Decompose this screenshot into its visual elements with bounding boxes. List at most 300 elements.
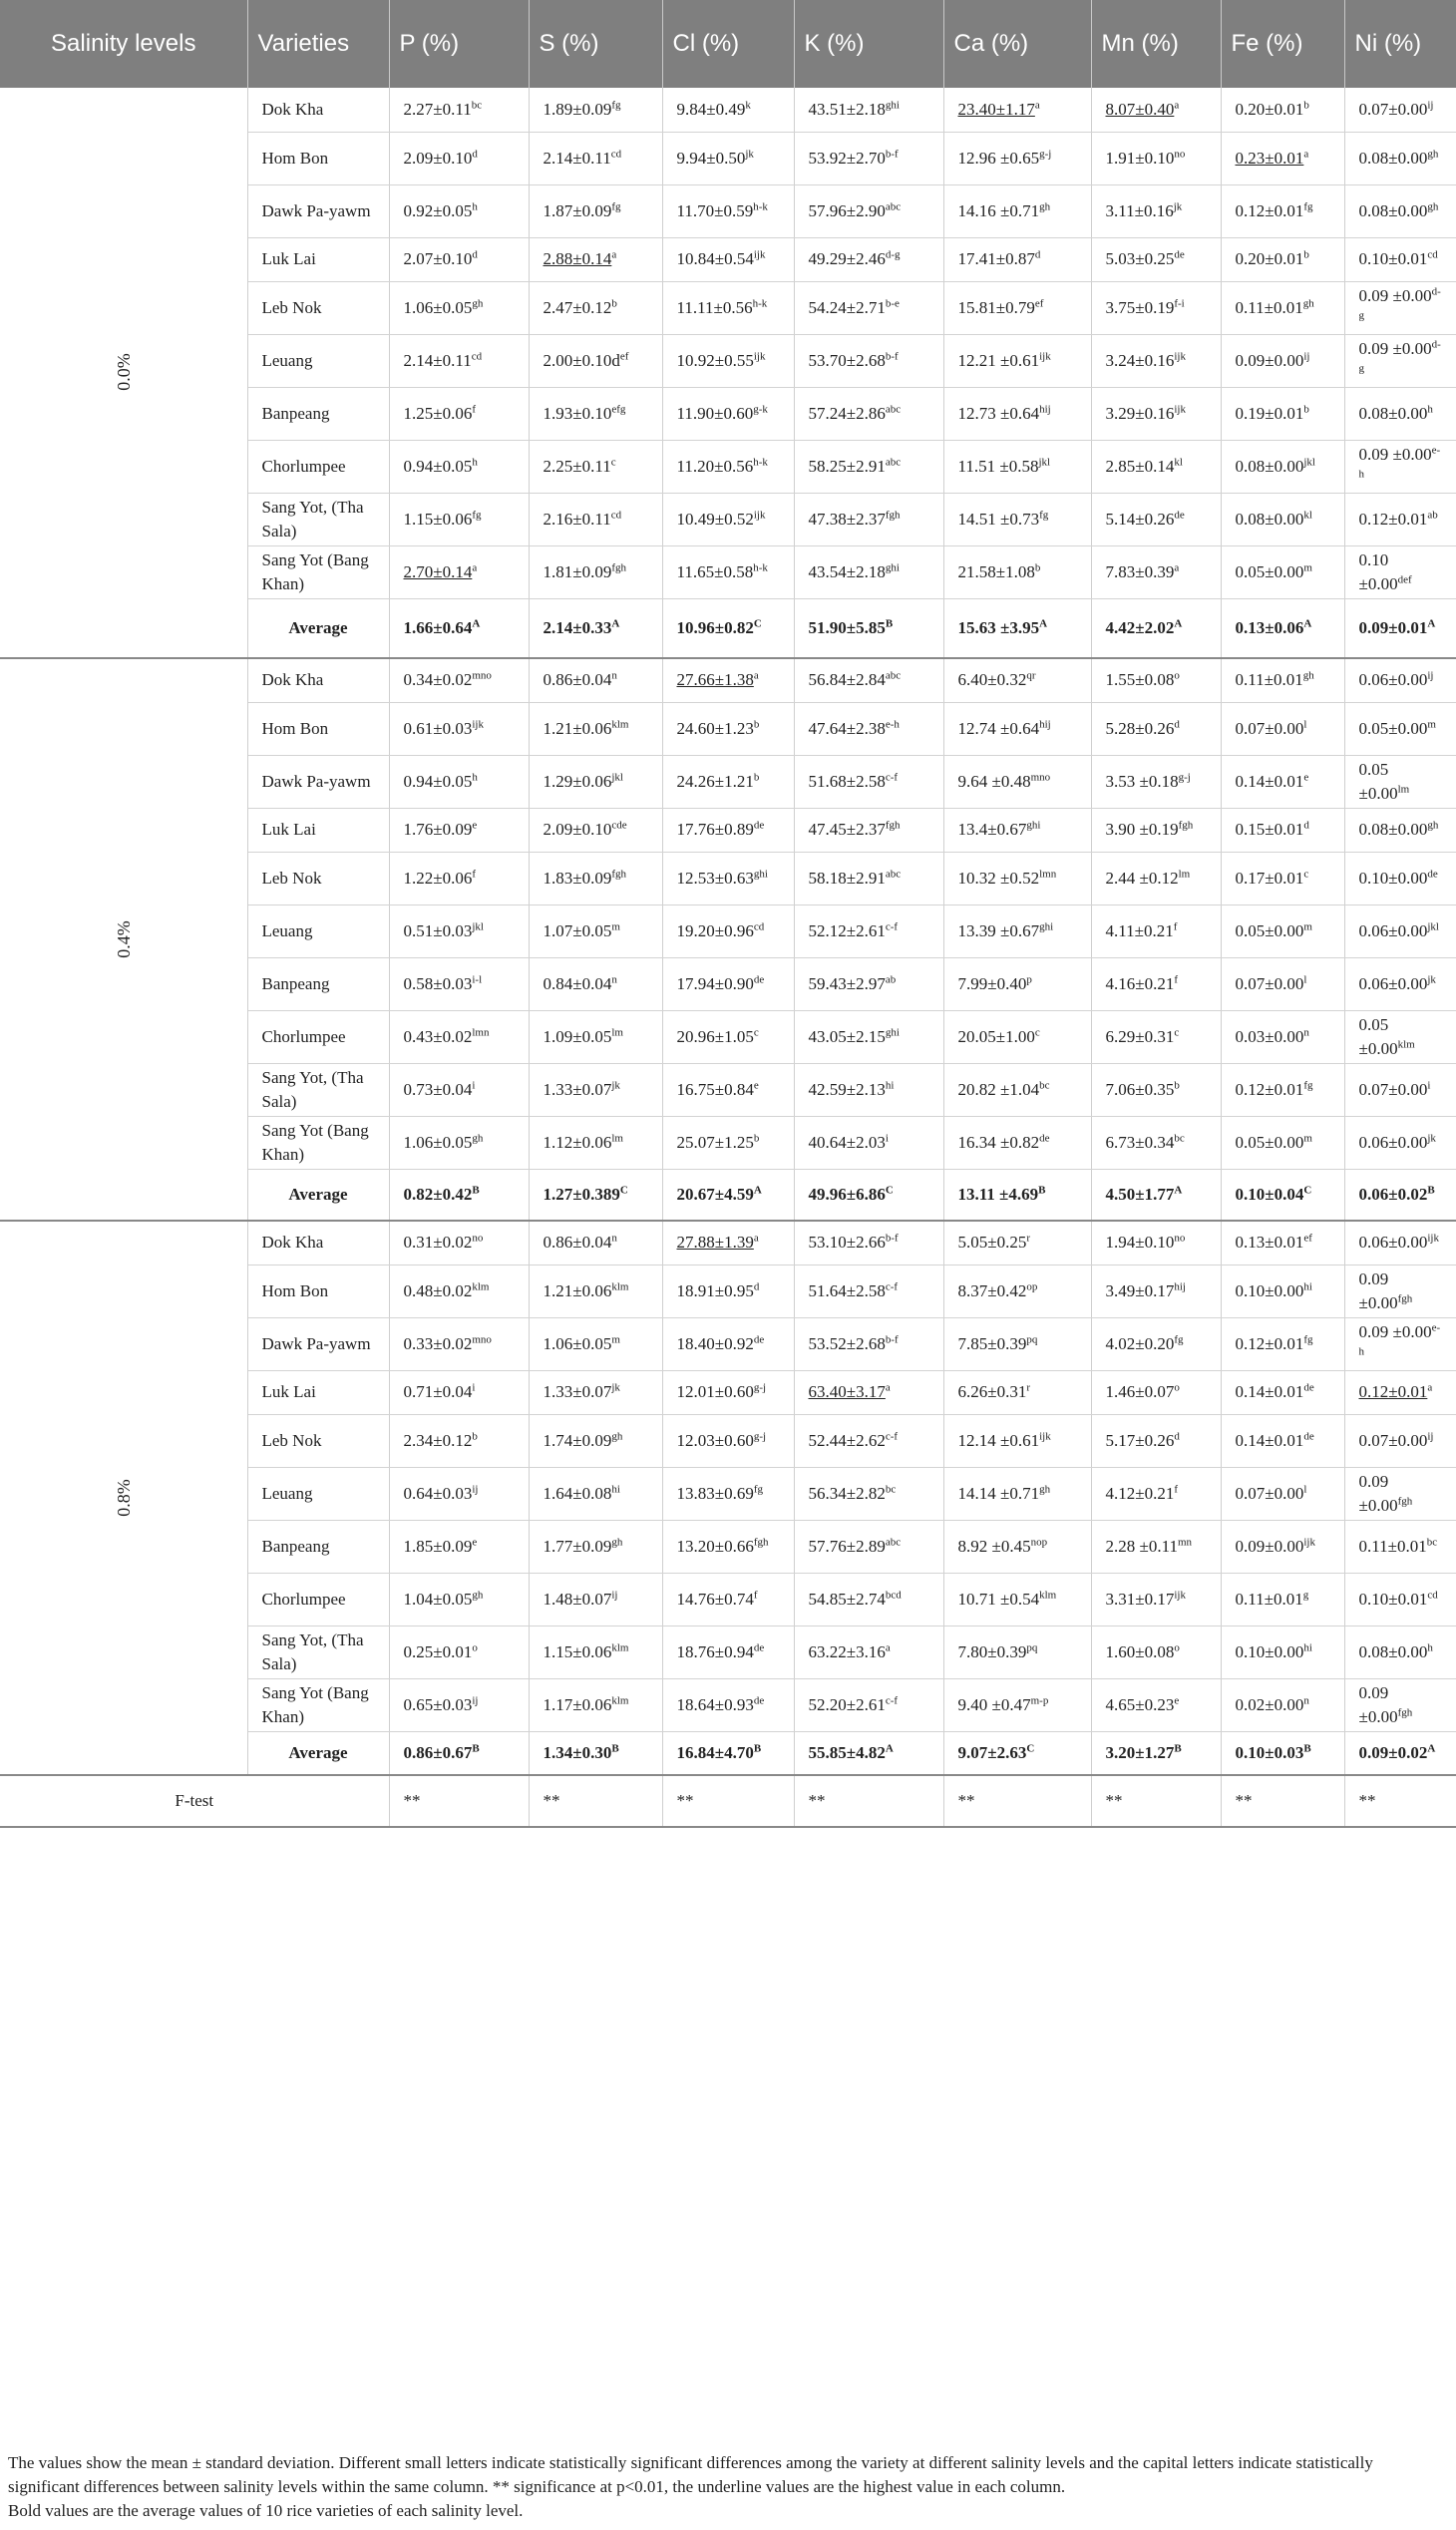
significance-letter: ghi: [885, 1025, 900, 1038]
cell-value: 51.64±2.58: [808, 1280, 886, 1300]
variety-name: Dok Kha: [247, 658, 389, 702]
header-ca: Ca (%): [943, 0, 1091, 88]
cell-value: 0.05±0.00: [1235, 920, 1304, 940]
cell-value: 9.07±2.63: [957, 1742, 1027, 1762]
significance-letter: a: [1034, 99, 1040, 112]
significance-letter: cd: [1427, 1588, 1438, 1601]
cell-value: 11.90±0.60: [676, 403, 754, 423]
significance-letter: b: [753, 770, 760, 783]
cell-value: 57.76±2.89: [808, 1536, 886, 1556]
cell-value: 0.09 ±0.00: [1358, 444, 1432, 464]
significance-letter: f: [472, 867, 477, 880]
cell-value: 0.12±0.01: [1235, 200, 1304, 220]
header-mn: Mn (%): [1091, 0, 1221, 88]
cell-value: 18.91±0.95: [676, 1280, 754, 1300]
significance-letter: bc: [885, 1482, 897, 1495]
significance-letter: A: [1174, 617, 1183, 630]
significance-letter: gh: [1039, 1482, 1051, 1495]
cell-value: 52.20±2.61: [808, 1694, 886, 1714]
significance-letter: lm: [611, 1025, 623, 1038]
cell-value: 0.64±0.03: [403, 1483, 473, 1503]
cell-value: 11.11±0.56: [676, 297, 753, 317]
significance-letter: bc: [1426, 1535, 1438, 1548]
cell-value: 9.94±0.50: [676, 148, 746, 168]
significance-letter: a: [753, 1232, 759, 1245]
cell-value: 13.20±0.66: [676, 1536, 754, 1556]
cell-value: 0.09 ±0.00: [1358, 285, 1432, 305]
cell-value: 14.76±0.74: [676, 1589, 754, 1609]
cell-value: 18.64±0.93: [676, 1694, 754, 1714]
cell-value: 1.85±0.09: [403, 1536, 473, 1556]
cell-value: 1.33±0.07: [543, 1382, 612, 1401]
cell-value: 0.12±0.01: [1235, 1079, 1304, 1099]
cell-value: 1.46±0.07: [1105, 1382, 1175, 1401]
significance-letter: p: [1026, 972, 1032, 985]
cell-value: 3.24±0.16: [1105, 350, 1175, 370]
significance-letter: cd: [610, 508, 622, 521]
cell-value: 1.17±0.06: [543, 1694, 612, 1714]
significance-letter: e: [1174, 1693, 1180, 1706]
cell-value: 0.08±0.00: [1358, 820, 1428, 839]
cell-value: 0.05 ±0.00: [1358, 759, 1398, 803]
cell-value: 40.64±2.03: [808, 1132, 886, 1152]
cell-value: 0.86±0.04: [543, 1233, 612, 1253]
significance-letter: jk: [611, 1381, 620, 1394]
significance-letter: mno: [472, 1332, 492, 1345]
cell-value: 0.09 ±0.00: [1358, 1682, 1398, 1726]
cell-value: 12.21 ±0.61: [957, 350, 1040, 370]
cell-value: 16.84±4.70: [676, 1742, 754, 1762]
cell-value: 14.14 ±0.71: [957, 1483, 1040, 1503]
significance-letter: A: [1039, 617, 1048, 630]
significance-letter: r: [1026, 1381, 1031, 1394]
cell-value: 2.14±0.11: [543, 148, 611, 168]
table-body: [0, 88, 1456, 1827]
cell-value: 0.14±0.01: [1235, 771, 1304, 791]
significance-letter: de: [1303, 1381, 1314, 1394]
cell-value: 0.65±0.03: [403, 1694, 473, 1714]
cell-value: 0.10±0.00: [1358, 868, 1428, 888]
significance-letter: jkl: [472, 919, 484, 932]
cell-value: 8.37±0.42: [957, 1280, 1027, 1300]
significance-letter: d-g: [1358, 337, 1441, 374]
cell-value: 13.39 ±0.67: [957, 920, 1040, 940]
significance-letter: f-i: [1174, 296, 1185, 309]
significance-letter: o: [1174, 1381, 1180, 1394]
significance-letter: C: [619, 1184, 628, 1197]
cell-value: 47.64±2.38: [808, 718, 886, 738]
cell-value: 1.55±0.08: [1105, 670, 1175, 690]
significance-letter: kl: [1303, 508, 1312, 521]
cell-value: 18.40±0.92: [676, 1333, 754, 1353]
cell-value: 2.16±0.11: [543, 509, 611, 529]
cell-value: 7.85±0.39: [957, 1333, 1027, 1353]
cell-value: 12.01±0.60: [676, 1382, 754, 1401]
significance-letter: C: [1026, 1742, 1035, 1755]
significance-letter: fg: [1174, 1332, 1184, 1345]
significance-letter: e-h: [1358, 443, 1441, 480]
significance-letter: cd: [1427, 248, 1438, 261]
significance-letter: d: [1174, 717, 1180, 730]
significance-letter: ijk: [753, 248, 766, 261]
significance-letter: ghi: [885, 560, 900, 573]
significance-letter: B: [472, 1742, 480, 1755]
cell-value: 5.28±0.26: [1105, 718, 1175, 738]
significance-letter: jk: [611, 1078, 620, 1091]
cell-value: 0.10±0.00: [1235, 1641, 1304, 1661]
cell-value: 0.84±0.04: [543, 973, 612, 993]
cell-value: 0.09±0.00: [1235, 350, 1304, 370]
cell-value: 0.03±0.00: [1235, 1026, 1304, 1046]
significance-letter: cd: [753, 919, 765, 932]
significance-letter: i: [1427, 1078, 1431, 1091]
significance-letter: hi: [611, 1482, 620, 1495]
ftest-value: **: [529, 1775, 662, 1827]
significance-letter: no: [1174, 1232, 1186, 1245]
significance-letter: fg: [1303, 199, 1313, 212]
cell-value: 49.96±6.86: [808, 1184, 886, 1204]
significance-letter: A: [1427, 1742, 1436, 1755]
cell-value: 0.15±0.01: [1235, 820, 1304, 839]
significance-letter: B: [1427, 1184, 1435, 1197]
significance-letter: gh: [1427, 147, 1439, 160]
significance-letter: d: [1174, 1429, 1180, 1442]
variety-name: Sang Yot, (Tha Sala): [247, 493, 389, 545]
significance-letter: gh: [472, 296, 484, 309]
cell-value: 5.14±0.26: [1105, 509, 1175, 529]
significance-letter: klm: [1397, 1037, 1415, 1050]
cell-value: 0.10±0.03: [1235, 1742, 1304, 1762]
table-row: [0, 658, 1456, 702]
significance-letter: klm: [472, 1279, 490, 1292]
cell-value: 1.64±0.08: [543, 1483, 612, 1503]
significance-letter: lm: [611, 1131, 623, 1144]
cell-value: 0.25±0.01: [403, 1641, 473, 1661]
cell-value: 5.03±0.25: [1105, 249, 1175, 268]
significance-letter: ef: [619, 349, 629, 362]
cell-value: 12.73 ±0.64: [957, 403, 1040, 423]
cell-value: 0.43±0.02: [403, 1026, 473, 1046]
significance-letter: nop: [1030, 1535, 1048, 1548]
cell-value: 19.20±0.96: [676, 920, 754, 940]
cell-value: 12.74 ±0.64: [957, 718, 1040, 738]
significance-letter: ij: [1427, 1429, 1434, 1442]
significance-letter: A: [885, 1742, 894, 1755]
cell-value: 0.05±0.00: [1358, 718, 1428, 738]
significance-letter: h-k: [753, 199, 768, 212]
cell-value: 56.84±2.84: [808, 670, 886, 690]
cell-value: 0.12±0.01: [1235, 1333, 1304, 1353]
cell-value: 0.07±0.00: [1358, 99, 1428, 119]
significance-letter: jkl: [1303, 455, 1315, 468]
significance-letter: n: [611, 1232, 617, 1245]
significance-letter: B: [1038, 1184, 1046, 1197]
cell-value: 4.02±0.20: [1105, 1333, 1175, 1353]
cell-value: 1.91±0.10: [1105, 148, 1175, 168]
ftest-value: **: [794, 1775, 943, 1827]
variety-name: Hom Bon: [247, 132, 389, 184]
significance-letter: c-f: [885, 770, 899, 783]
cell-value: 11.65±0.58: [676, 561, 754, 581]
cell-value: 1.33±0.07: [543, 1079, 612, 1099]
variety-name: Leuang: [247, 1467, 389, 1520]
cell-value: 0.94±0.05: [403, 771, 473, 791]
cell-value: 10.71 ±0.54: [957, 1589, 1040, 1609]
cell-value: 0.11±0.01: [1358, 1536, 1427, 1556]
cell-value: 0.11±0.01: [1235, 1589, 1303, 1609]
significance-letter: c-f: [885, 1429, 899, 1442]
cell-value: 51.90±5.85: [808, 617, 886, 637]
significance-letter: A: [753, 1184, 762, 1197]
significance-letter: b: [753, 1131, 760, 1144]
cell-value: 0.20±0.01: [1235, 99, 1304, 119]
cell-value: 11.20±0.56: [676, 456, 754, 476]
cell-value: 10.92±0.55: [676, 350, 754, 370]
significance-letter: o: [1174, 1640, 1180, 1653]
salinity-level-label: 0.0%: [113, 353, 134, 391]
cell-value: 2.00±0.10d: [543, 350, 620, 370]
significance-letter: op: [1026, 1279, 1038, 1292]
variety-name: Leb Nok: [247, 281, 389, 334]
significance-letter: c: [1174, 1025, 1180, 1038]
significance-letter: fg: [611, 199, 621, 212]
variety-name: Leb Nok: [247, 852, 389, 904]
significance-letter: c: [1303, 867, 1309, 880]
significance-letter: de: [1303, 1429, 1314, 1442]
significance-letter: fgh: [611, 560, 627, 573]
significance-letter: ghi: [1039, 919, 1054, 932]
salinity-level-label: 0.4%: [113, 919, 134, 958]
cell-value: 8.92 ±0.45: [957, 1536, 1031, 1556]
cell-value: 0.09±0.01: [1358, 617, 1428, 637]
cell-value: 1.66±0.64: [403, 617, 473, 637]
cell-value: 17.94±0.90: [676, 973, 754, 993]
cell-value: 20.82 ±1.04: [957, 1079, 1040, 1099]
significance-letter: ij: [472, 1693, 479, 1706]
cell-value: 7.80±0.39: [957, 1641, 1027, 1661]
significance-letter: B: [753, 1742, 762, 1755]
cell-value: 10.84±0.54: [676, 249, 754, 268]
variety-name: Hom Bon: [247, 702, 389, 755]
cell-value: 0.14±0.01: [1235, 1430, 1304, 1450]
significance-letter: c: [1034, 1025, 1040, 1038]
significance-letter: n: [1303, 1693, 1309, 1706]
significance-letter: fg: [1303, 1332, 1313, 1345]
significance-letter: i-l: [472, 972, 483, 985]
significance-letter: klm: [611, 1693, 629, 1706]
cell-value: 12.14 ±0.61: [957, 1430, 1040, 1450]
footnote-bold: Bold values are the average values of 10 rice varieties of each salinity level.: [8, 2501, 524, 2520]
significance-letter: fg: [472, 508, 482, 521]
significance-letter: abc: [885, 867, 902, 880]
variety-name: Banpeang: [247, 387, 389, 440]
significance-letter: de: [1039, 1131, 1050, 1144]
significance-letter: a: [1174, 560, 1180, 573]
cell-value: 0.17±0.01: [1235, 868, 1304, 888]
significance-letter: C: [1303, 1184, 1312, 1197]
cell-value: 0.92±0.05: [403, 200, 473, 220]
significance-letter: de: [753, 972, 765, 985]
significance-letter: lm: [1178, 867, 1191, 880]
cell-value: 0.10±0.01: [1358, 1589, 1428, 1609]
significance-letter: B: [885, 617, 894, 630]
cell-value: 3.53 ±0.18: [1105, 771, 1179, 791]
significance-letter: ghi: [885, 99, 900, 112]
ftest-value: **: [1091, 1775, 1221, 1827]
cell-value: 0.10±0.04: [1235, 1184, 1304, 1204]
cell-value: 1.09±0.05: [543, 1026, 612, 1046]
cell-value: 0.31±0.02: [403, 1233, 473, 1253]
cell-value: 20.05±1.00: [957, 1026, 1035, 1046]
significance-letter: o: [1174, 669, 1180, 682]
cell-value: 53.92±2.70: [808, 148, 886, 168]
significance-letter: lmn: [1039, 867, 1057, 880]
significance-letter: jkl: [1038, 455, 1051, 468]
significance-letter: g-j: [1039, 147, 1052, 160]
cell-value: 0.58±0.03: [403, 973, 473, 993]
significance-letter: b-f: [885, 147, 899, 160]
table-row: [0, 88, 1456, 132]
cell-value: 7.06±0.35: [1105, 1079, 1175, 1099]
significance-letter: ghi: [753, 867, 768, 880]
cell-value: 0.07±0.00: [1235, 1483, 1304, 1503]
significance-letter: h: [1427, 1640, 1433, 1653]
cell-value: 63.40±3.17: [808, 1382, 886, 1401]
significance-letter: b-f: [885, 1232, 899, 1245]
significance-letter: C: [753, 617, 762, 630]
significance-letter: m: [1303, 919, 1312, 932]
cell-value: 1.15±0.06: [403, 509, 473, 529]
significance-letter: h: [1427, 402, 1433, 415]
cell-value: 1.15±0.06: [543, 1641, 612, 1661]
significance-letter: e: [472, 819, 478, 832]
cell-value: 9.84±0.49: [676, 99, 746, 119]
cell-value: 3.75±0.19: [1105, 297, 1175, 317]
significance-letter: klm: [611, 717, 629, 730]
significance-letter: abc: [885, 199, 902, 212]
significance-letter: ij: [1427, 669, 1434, 682]
significance-letter: de: [753, 819, 765, 832]
cell-value: 5.05±0.25: [957, 1233, 1027, 1253]
significance-letter: hij: [1039, 717, 1051, 730]
cell-value: 12.53±0.63: [676, 868, 754, 888]
cell-value: 20.67±4.59: [676, 1184, 754, 1204]
cell-value: 0.07±0.00: [1358, 1430, 1428, 1450]
significance-letter: efg: [611, 402, 626, 415]
cell-value: 1.94±0.10: [1105, 1233, 1175, 1253]
variety-name: Sang Yot (Bang Khan): [247, 545, 389, 598]
significance-letter: fg: [1039, 508, 1049, 521]
significance-letter: bcd: [885, 1588, 902, 1601]
significance-letter: i: [885, 1131, 889, 1144]
variety-name: Luk Lai: [247, 237, 389, 281]
cell-value: 0.09 ±0.00: [1358, 1471, 1398, 1515]
significance-letter: d: [472, 248, 478, 261]
significance-letter: a: [753, 669, 759, 682]
significance-letter: o: [472, 1640, 478, 1653]
significance-letter: b: [611, 296, 617, 309]
significance-letter: d: [1034, 248, 1041, 261]
significance-letter: r: [1026, 1232, 1031, 1245]
significance-letter: m: [1303, 560, 1312, 573]
salinity-level-label: 0.8%: [113, 1478, 134, 1517]
cell-value: 6.29±0.31: [1105, 1026, 1175, 1046]
cell-value: 1.22±0.06: [403, 868, 473, 888]
significance-letter: a: [885, 1381, 891, 1394]
variety-name: Sang Yot (Bang Khan): [247, 1116, 389, 1169]
significance-letter: hij: [1039, 402, 1051, 415]
cell-value: 0.86±0.67: [403, 1742, 473, 1762]
cell-value: 4.12±0.21: [1105, 1483, 1175, 1503]
significance-letter: ab: [885, 972, 897, 985]
cell-value: 0.11±0.01: [1235, 670, 1303, 690]
cell-value: 2.88±0.14: [543, 249, 612, 268]
cell-value: 27.88±1.39: [676, 1233, 754, 1253]
significance-letter: ab: [1427, 508, 1438, 521]
significance-letter: c-f: [885, 919, 899, 932]
significance-letter: bc: [471, 99, 483, 112]
header-fe: Fe (%): [1221, 0, 1344, 88]
significance-letter: gh: [1427, 199, 1439, 212]
cell-value: 0.09 ±0.00: [1358, 1268, 1398, 1312]
variety-name: Sang Yot, (Tha Sala): [247, 1626, 389, 1678]
ftest-row: [0, 1775, 1456, 1827]
cell-value: 43.05±2.15: [808, 1026, 886, 1046]
cell-value: 0.06±0.00: [1358, 973, 1428, 993]
significance-letter: gh: [1427, 819, 1439, 832]
variety-name: Luk Lai: [247, 1370, 389, 1414]
cell-value: 2.85±0.14: [1105, 456, 1175, 476]
significance-letter: fgh: [885, 819, 901, 832]
significance-letter: gh: [611, 1429, 623, 1442]
cell-value: 2.07±0.10: [403, 249, 473, 268]
variety-name: Sang Yot (Bang Khan): [247, 1678, 389, 1731]
cell-value: 0.14±0.01: [1235, 1382, 1304, 1401]
cell-value: 0.13±0.06: [1235, 617, 1304, 637]
header-s: S (%): [529, 0, 662, 88]
cell-value: 3.29±0.16: [1105, 403, 1175, 423]
significance-letter: m: [611, 1332, 620, 1345]
cell-value: 0.08±0.00: [1358, 148, 1428, 168]
cell-value: 0.61±0.03: [403, 718, 473, 738]
cell-value: 2.09±0.10: [403, 148, 473, 168]
significance-letter: lm: [1397, 782, 1410, 795]
footnote-significance: The values show the mean ± standard deviation. Different small letters indicate statistically significant differences among the variety at different salinity levels and the capital letters indicate statistically significant differences between salinity levels within the same column. ** significance at p<0.01, the underline values are the highest value in each column.: [8, 2453, 1373, 2496]
cell-value: 0.20±0.01: [1235, 249, 1304, 268]
cell-value: 53.10±2.66: [808, 1233, 886, 1253]
header-k: K (%): [794, 0, 943, 88]
cell-value: 54.85±2.74: [808, 1589, 886, 1609]
significance-letter: g-k: [753, 402, 768, 415]
header-salinity: Salinity levels: [0, 0, 247, 88]
cell-value: 1.89±0.09: [543, 99, 612, 119]
salinity-level-cell: [0, 1221, 247, 1775]
significance-letter: jk: [1427, 972, 1436, 985]
cell-value: 1.27±0.389: [543, 1184, 620, 1204]
significance-letter: ijk: [1174, 349, 1186, 362]
significance-letter: d: [1303, 819, 1309, 832]
significance-letter: a: [611, 248, 617, 261]
cell-value: 0.08±0.00: [1235, 456, 1304, 476]
significance-letter: b-f: [885, 1332, 899, 1345]
cell-value: 0.10 ±0.00: [1358, 549, 1398, 593]
cell-value: 21.58±1.08: [957, 561, 1035, 581]
cell-value: 23.40±1.17: [957, 99, 1035, 119]
significance-letter: gh: [1039, 199, 1051, 212]
variety-name: Dawk Pa-yawm: [247, 755, 389, 808]
cell-value: 1.29±0.06: [543, 771, 612, 791]
significance-letter: fgh: [1397, 1494, 1413, 1507]
